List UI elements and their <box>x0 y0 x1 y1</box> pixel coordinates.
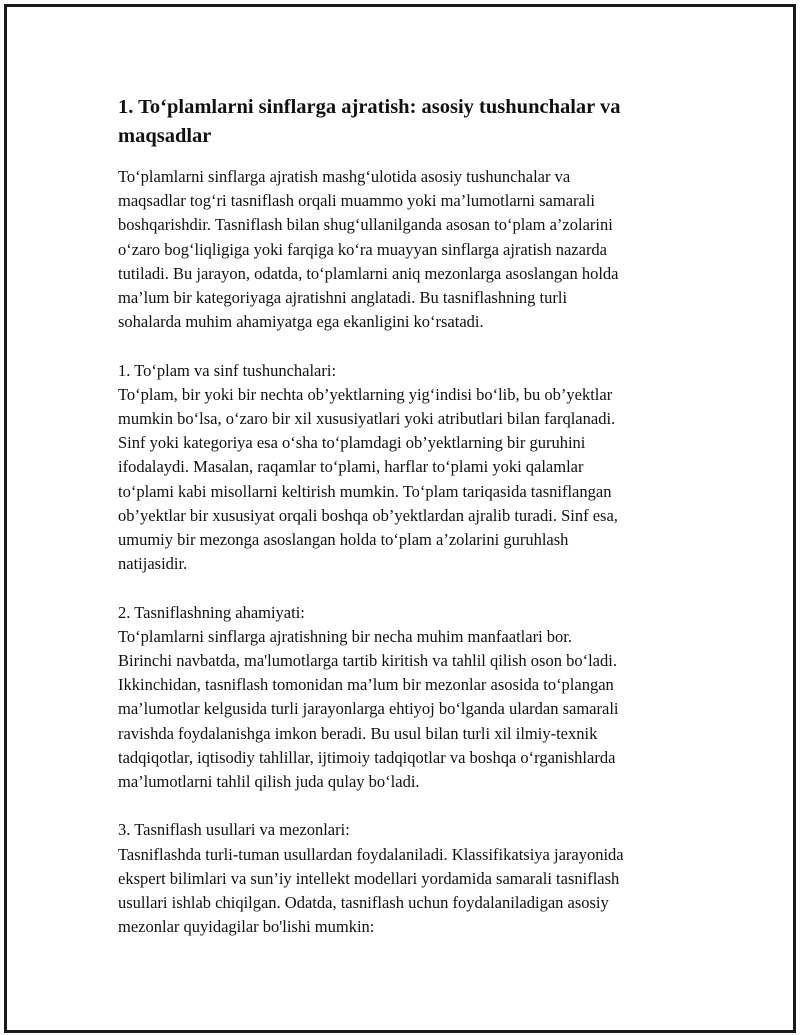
section-heading: 3. Tasniflash usullari va mezonlari: <box>118 820 350 840</box>
section-concepts <box>118 359 688 577</box>
section-heading: 1. To‘plam va sinf tushunchalari: <box>118 360 337 380</box>
section-heading: 2. Tasniflashning ahamiyati: <box>118 602 305 622</box>
section-paragraph: Tasniflashda turli-tuman usullardan foydalaniladi. Klassifikatsiya jarayonida ekspert bilimlari va sun’iy intellekt modellari yordamida samarali tasniflash usullari ishlab chiqilgan. Odatda, tasniflash uchun foydalaniladigan asosiy mezonlar quyidagilar bo'lishi mumkin: <box>118 844 624 937</box>
document-body <box>118 93 688 939</box>
section-methods <box>118 818 688 939</box>
section-paragraph: To‘plam, bir yoki bir nechta ob’yektlarning yig‘indisi bo‘lib, bu ob’yektlar mumkin bo‘lsa, o‘zaro bir xil xususiyatlari yoki atributlari bilan farqlanadi. Sinf yoki kategoriya esa o‘sha to‘plamdagi ob’yektlarning bir guruhini ifodalaydi. Masalan, raqamlar to‘plami, harflar to‘plami yoki qalamlar to‘plami kabi misollarni keltirish mumkin. To‘plam tariqasida tasniflangan ob’yektlar bir xususiyat orqali boshqa ob’yektlardan ajralib turadi. Sinf esa, umumiy bir mezonga asoslangan holda to‘plam a’zolarini guruhlash natijasidir. <box>118 384 618 574</box>
document-title: 1. To‘plamlarni sinflarga ajratish: asosiy tushunchalar va maqsadlar <box>118 96 621 147</box>
section-paragraph: To‘plamlarni sinflarga ajratishning bir necha muhim manfaatlari bor. Birinchi navbatda, ma'lumotlarga tartib kiritish va tahlil qilish oson bo‘ladi. Ikkinchidan, tasniflash tomonidan ma’lum bir mezonlar asosida to‘plangan ma’lumotlar kelgusida turli jarayonlarga ehtiyoj bo‘lganda ulardan samarali ravishda foydalanishga imkon beradi. Bu usul bilan turli xil ilmiy-texnik tadqiqotlar, iqtisodiy tahlillar, ijtimoiy tadqiqotlar va boshqa o‘rganishlarda ma’lumotlarni tahlil qilish juda qulay bo‘ladi. <box>118 626 619 792</box>
intro-paragraph: To‘plamlarni sinflarga ajratish mashg‘ulotida asosiy tushunchalar va maqsadlar tog‘ri tasniflash orqali muammo yoki ma’lumotlarni samarali boshqarishdir. Tasniflash bilan shug‘ullanilganda asosan to‘plam a’zolarini o‘zaro bog‘liqligiga yoki farqiga ko‘ra muayyan sinflarga ajratish nazarda tutiladi. Bu jarayon, odatda, to‘plamlarni aniq mezonlarga asoslangan holda ma’lum bir kategoriyaga ajratishni anglatadi. Bu tasniflashning turli sohalarda muhim ahamiyatga ega ekanligini ko‘rsatadi. <box>118 167 619 332</box>
section-importance <box>118 601 688 795</box>
